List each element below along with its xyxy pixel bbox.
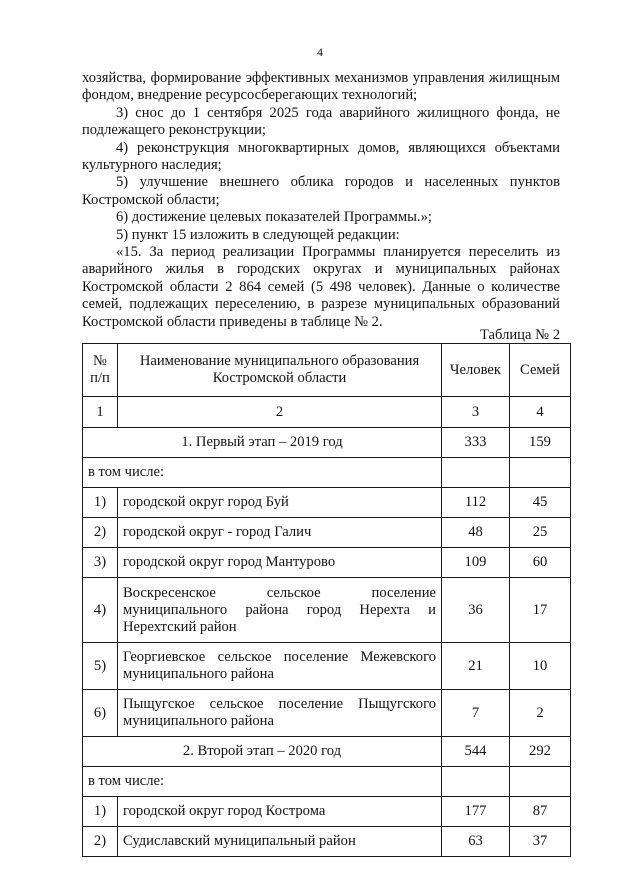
subtotal-label-row <box>83 767 571 797</box>
table-row <box>83 643 571 690</box>
table-cell: 2) <box>83 518 118 548</box>
table-cell: 1) <box>83 797 118 827</box>
header-families: Семей <box>510 344 571 397</box>
table-cell: 4) <box>83 578 118 643</box>
table-row <box>83 578 571 643</box>
table-cell: Георгиевское сельское поселение Межевского муниципального района <box>118 643 442 690</box>
header-name: Наименование муниципального образования Костромской области <box>118 344 442 397</box>
paragraph: хозяйства, формирование эффективных механизмов управления жилищным фондом, внедрение ресурсосберегающих технологий; <box>82 70 560 104</box>
table-cell <box>442 458 510 488</box>
table-cell: 159 <box>510 428 571 458</box>
table-cell: городской округ город Буй <box>118 488 442 518</box>
table-cell: 4 <box>510 397 571 428</box>
table-cell: городской округ город Кострома <box>118 797 442 827</box>
table-row <box>83 827 571 857</box>
table-cell: Воскресенское сельское поселение муниципального района город Нерехта и Нерехтский район <box>118 578 442 643</box>
resettlement-table <box>82 343 571 857</box>
stage-label: 1. Первый этап – 2019 год <box>83 428 442 458</box>
table-cell: 10 <box>510 643 571 690</box>
table-cell: 63 <box>442 827 510 857</box>
table-cell: 2 <box>510 690 571 737</box>
table-row <box>83 797 571 827</box>
table-header-row <box>83 344 571 397</box>
table-cell: 45 <box>510 488 571 518</box>
table-row <box>83 690 571 737</box>
table-cell: городской округ город Мантурово <box>118 548 442 578</box>
stage-row <box>83 737 571 767</box>
table-cell: 36 <box>442 578 510 643</box>
body-text <box>82 70 560 331</box>
table-cell: Судиславский муниципальный район <box>118 827 442 857</box>
table-cell: 1 <box>83 397 118 428</box>
table-cell: 87 <box>510 797 571 827</box>
table-cell <box>442 767 510 797</box>
table-cell: 177 <box>442 797 510 827</box>
table-cell: 112 <box>442 488 510 518</box>
table-cell <box>510 458 571 488</box>
stage-label: 2. Второй этап – 2020 год <box>83 737 442 767</box>
paragraph: 3) снос до 1 сентября 2025 года аварийного жилищного фонда, не подлежащего реконструкции; <box>82 104 560 139</box>
header-people: Человек <box>442 344 510 397</box>
table-cell: 7 <box>442 690 510 737</box>
table-cell: 21 <box>442 643 510 690</box>
table-row <box>83 548 571 578</box>
table-cell: 544 <box>442 737 510 767</box>
paragraph: 6) достижение целевых показателей Программы.»; <box>116 209 432 226</box>
table-cell: 25 <box>510 518 571 548</box>
table-cell <box>510 767 571 797</box>
table-cell: 6) <box>83 690 118 737</box>
table-row <box>83 518 571 548</box>
subtotal-label-row <box>83 458 571 488</box>
table-index-row <box>83 397 571 428</box>
table-cell: 48 <box>442 518 510 548</box>
table-cell: 333 <box>442 428 510 458</box>
table-cell: 3 <box>442 397 510 428</box>
table-cell: Пыщугское сельское поселение Пыщугского муниципального района <box>118 690 442 737</box>
page-number: 4 <box>317 45 323 59</box>
including-label: в том числе: <box>83 458 442 488</box>
table-cell: 60 <box>510 548 571 578</box>
paragraph: «15. За период реализации Программы планируется переселить из аварийного жилья в городских округах и муниципальных районах Костромской области 2 864 семей (5 498 человек). Данные о количестве семей, подлежащих переселению, в разрезе муниципальных образований Костромской области приведены в таблице № 2. <box>82 244 560 330</box>
paragraph: 4) реконструкция многоквартирных домов, являющихся объектами культурного наследия; <box>82 139 560 174</box>
table-caption: Таблица № 2 <box>480 327 560 343</box>
table-cell: 2 <box>118 397 442 428</box>
header-num: № п/п <box>83 344 118 397</box>
stage-row <box>83 428 571 458</box>
table-row <box>83 488 571 518</box>
table-cell: 17 <box>510 578 571 643</box>
including-label: в том числе: <box>83 767 442 797</box>
table-cell: 5) <box>83 643 118 690</box>
table-cell: городской округ - город Галич <box>118 518 442 548</box>
table-cell: 1) <box>83 488 118 518</box>
table-cell: 292 <box>510 737 571 767</box>
table-cell: 109 <box>442 548 510 578</box>
paragraph: 5) улучшение внешнего облика городов и населенных пунктов Костромской области; <box>82 174 560 208</box>
table-cell: 37 <box>510 827 571 857</box>
paragraph: 5) пункт 15 изложить в следующей редакции: <box>116 226 400 243</box>
table-cell: 3) <box>83 548 118 578</box>
table-cell: 2) <box>83 827 118 857</box>
